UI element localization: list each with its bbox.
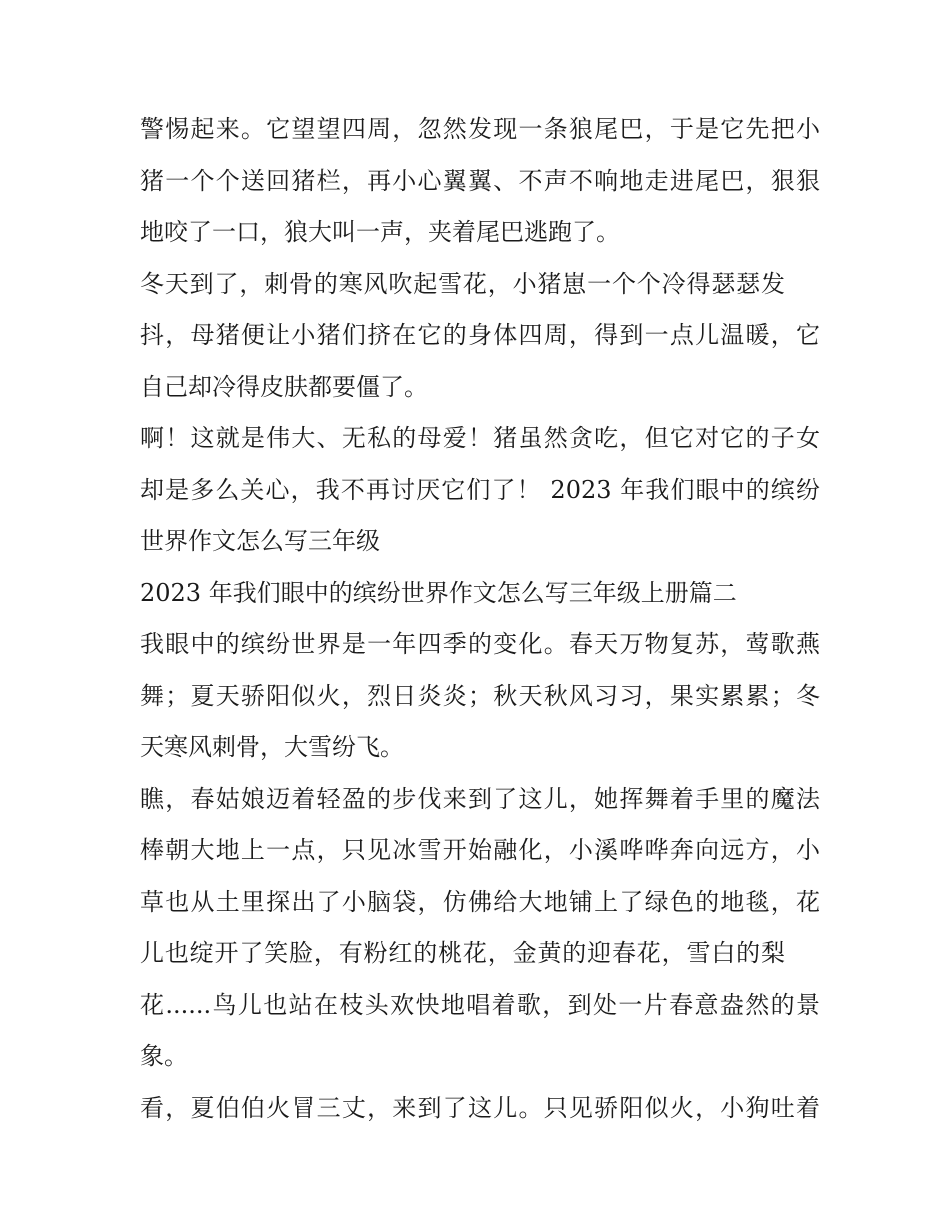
text-line: 世界作文怎么写三年级: [140, 527, 380, 555]
text-line: 儿也绽开了笑脸，有粉红的桃花，金黄的迎春花，雪白的梨: [140, 939, 785, 967]
text-line: 看，夏伯伯火冒三丈，来到了这儿。只见骄阳似火，小狗吐着: [140, 1093, 820, 1122]
text-line: 草也从土里探出了小脑袋，仿佛给大地铺上了绿色的地毯，花: [140, 887, 820, 916]
text-line: 天寒风刺骨，大雪纷飞。: [140, 733, 404, 761]
text-line: 舞；夏天骄阳似火，烈日炎炎；秋天秋风习习，果实累累；冬: [140, 681, 820, 710]
text-line: 抖，母猪便让小猪们挤在它的身体四周，得到一点儿温暖，它: [140, 321, 820, 349]
text-line: 2023 年我们眼中的缤纷世界作文怎么写三年级上册篇二: [140, 578, 737, 607]
text-line: 我眼中的缤纷世界是一年四季的变化。春天万物复苏，莺歌燕: [140, 630, 820, 658]
text-line: 猪一个个送回猪栏，再小心翼翼、不声不响地走进尾巴，狠狠: [140, 166, 820, 195]
text-line: 却是多么关心，我不再讨厌它们了！ 2023 年我们眼中的缤纷: [140, 475, 820, 504]
text-line: 地咬了一口，狼大叫一声，夹着尾巴逃跑了。: [140, 218, 620, 246]
text-line: 花......鸟儿也站在枝头欢快地唱着歌，到处一片春意盎然的景: [140, 990, 820, 1019]
text-line: 瞧，春姑娘迈着轻盈的步伐来到了这儿，她挥舞着手里的魔法: [140, 784, 820, 813]
text-line: 象。: [140, 1042, 188, 1070]
text-line: 棒朝大地上一点，只见冰雪开始融化，小溪哗哗奔向远方，小: [140, 836, 820, 864]
text-line: 自己却冷得皮肤都要僵了。: [140, 372, 428, 401]
text-line: 冬天到了，刺骨的寒风吹起雪花，小猪崽一个个冷得瑟瑟发: [140, 269, 785, 298]
text-line: 警惕起来。它望望四周，忽然发现一条狼尾巴，于是它先把小: [140, 115, 820, 143]
text-line: 啊！这就是伟大、无私的母爱！猪虽然贪吃，但它对它的子女: [140, 424, 820, 452]
document-body: [140, 104, 820, 1134]
